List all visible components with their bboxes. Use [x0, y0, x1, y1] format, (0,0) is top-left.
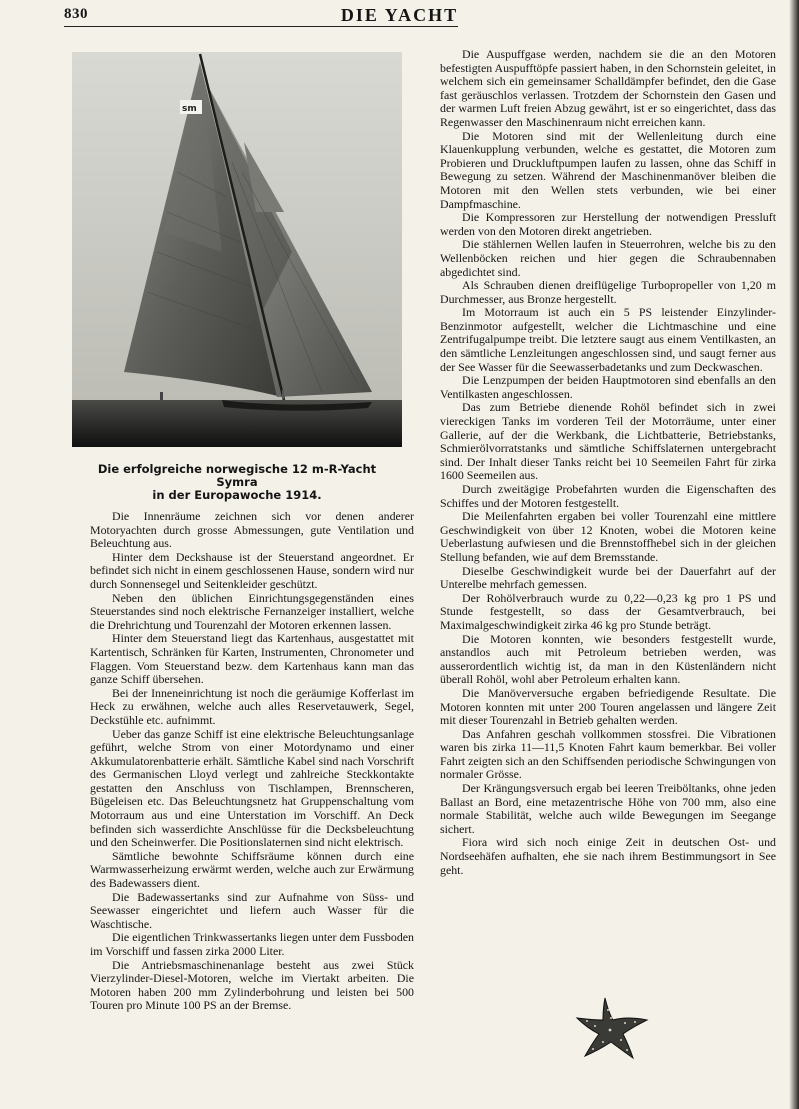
- caption-line-2: in der Europawoche 1914.: [152, 488, 322, 502]
- paragraph: Hinter dem Steuerstand liegt das Kartenhaus, ausgestattet mit Kartentisch, Schränken für Karten, Instrumenten, Chronometer und Flaggen. Vom Steuerstand bezw. dem Kartenhaus kann man das ganze Schiff übersehen.: [90, 631, 414, 687]
- yacht-photo: [72, 52, 402, 447]
- paragraph: Die Manöverversuche ergaben befriedigende Resultate. Die Motoren konnten mit unter 200 Touren angelassen und längere Zeit mit dieser Tourenzahl in Betrieb gehalten werden.: [440, 685, 776, 728]
- running-title: DIE YACHT: [340, 5, 459, 25]
- paragraph: Die Meilenfahrten ergaben bei voller Tourenzahl eine mittlere Geschwindigkeit von über 12 Knoten, wobei die Motoren keine Ueberlastung aufwiesen und die Brennstoffhebel sich in der gleichen Stellung befanden, wie auf dem Bremsstande.: [440, 509, 776, 564]
- paragraph: Die Motoren sind mit der Wellenleitung durch eine Klauenkupplung verbunden, welche es gestattet, die Motoren zum Probieren und Druckluftpumpen laufen zu lassen, ohne das Schiff in Bewegung zu setzen. Während der Maschinenmanöver bleiben die Motoren mit den Wellen stets verbunden, wie bei einer Dampfmaschine.: [440, 128, 776, 211]
- paragraph: Neben den üblichen Einrichtungsgegenständen eines Steuerstandes sind noch elektrische Fernanzeiger installiert, welche die Drehrichtung und Tourenzahl der Motoren erkennen lassen.: [90, 590, 414, 632]
- paragraph: Hinter dem Deckshause ist der Steuerstand angeordnet. Er befindet sich nicht in einem geschlossenen Hause, sondern wird nur durch Sonnensegel und Seitenkleider geschützt.: [90, 549, 414, 591]
- left-text-column: [90, 510, 414, 1013]
- paragraph: Die eigentlichen Trinkwassertanks liegen unter dem Fussboden im Vorschiff und fassen zirka 2000 Liter.: [90, 930, 414, 958]
- paragraph: Die Auspuffgase werden, nachdem sie die an den Motoren befestigten Auspufftöpfe passiert haben, in den Schornstein geleitet, in welchem sich ein gemeinsamer Schalldämpfer befindet, den die Gase fast geräuschlos verlassen. Trotzdem der Schornstein den Gasen und der warmen Luft freien Abzug gewährt, ist er so eingerichtet, dass das Regenwasser den Maschinenraum nicht erreichen kann.: [440, 47, 776, 129]
- header-rule: [64, 26, 458, 27]
- page-edge-shadow: [789, 0, 799, 1109]
- paragraph: Der Rohölverbrauch wurde zu 0,22—0,23 kg pro 1 PS und Stunde festgestellt, so dass der Gesamtverbrauch, bei Maximalgeschwindigkeit zirka 46 kg pro Stunde beträgt.: [440, 590, 776, 632]
- paragraph: Die Motoren konnten, wie besonders festgestellt wurde, anstandlos auch mit Petroleum betrieben werden, was ausserordentlich wichtig ist, da man in den Küstenländern nicht überall Rohöl, wohl aber Petroleum erhalten kann.: [440, 631, 776, 687]
- paragraph: Die Antriebsmaschinenanlage besteht aus zwei Stück Vierzylinder-Diesel-Motoren, welche im Viertakt arbeiten. Die Motoren haben 200 mm Zylinderbohrung und leisten bei 500 Touren pro Minute 100 PS an der Bremse.: [90, 957, 414, 1013]
- paragraph: Im Motorraum ist auch ein 5 PS leistender Einzylinder-Benzinmotor aufgestellt, welcher die Lichtmaschine und eine Zentrifugalpumpe treibt. Die letztere saugt aus einem Ventilkasten, an den sämtliche Lenzleitungen angeschlossen sind, und saugt ferner aus der See Wasser für die Seewasserbadetanks und zum Deckwaschen.: [440, 305, 776, 374]
- paragraph: Die Lenzpumpen der beiden Hauptmotoren sind ebenfalls an den Ventilkasten angeschlossen.: [440, 373, 776, 401]
- paragraph: Der Krängungsversuch ergab bei leeren Treiböltanks, ohne jeden Ballast an Bord, eine metazentrische Höhe von 700 mm, also eine normale Stabilität, welche auch wilde Bewegungen im Seegange sichert.: [440, 781, 776, 836]
- paragraph: Bei der Inneneinrichtung ist noch die geräumige Kofferlast im Heck zu erwähnen, welche auch alles Reservetauwerk, Segel, Deckstühle etc. aufnimmt.: [90, 685, 414, 727]
- paragraph: Die Kompressoren zur Herstellung der notwendigen Pressluft werden von den Motoren direkt angetrieben.: [440, 210, 776, 238]
- starfish-ornament-icon: [575, 994, 649, 1060]
- paragraph: Als Schrauben dienen dreiflügelige Turbopropeller von 1,20 m Durchmesser, aus Bronze hergestellt.: [440, 278, 776, 306]
- paragraph: Das zum Betriebe dienende Rohöl befindet sich in zwei viereckigen Tanks im vorderen Teil der Motorräume, unter einer Gallerie, auf der die Werkbank, die Lichtbatterie, Betriebstanks, Schmierölvorratstanks und sämtliche Schiffslaternen untergebracht sind. Der Inhalt dieser Tanks reicht bei 10 Seemeilen Fahrt für zirka 1600 Seemeilen aus.: [440, 400, 776, 483]
- paragraph: Die stählernen Wellen laufen in Steuerrohren, welche bis zu den Wellenböcken reichen und hier gegen die Schraubennaben abgedichtet sind.: [440, 237, 776, 279]
- paragraph: Die Innenräume zeichnen sich vor denen anderer Motoryachten durch grosse Abmessungen, gute Ventilation und Beleuchtung aus.: [90, 509, 414, 551]
- paragraph: Fiora wird sich noch einige Zeit in deutschen Ost- und Nordseehäfen aufhalten, ehe sie nach ihrem Bestimmungsort in See geht.: [440, 835, 776, 877]
- paragraph: Die Badewassertanks sind zur Aufnahme von Süss- und Seewasser eingerichtet und liefern auch Wasser für die Waschtische.: [90, 889, 414, 931]
- yacht-illustration: [72, 52, 402, 447]
- figure-caption: [92, 463, 382, 502]
- paragraph: Sämtliche bewohnte Schiffsräume können durch eine Warmwasserheizung erwärmt werden, welche auch zur Erwärmung des Badewassers dient.: [90, 848, 414, 891]
- page-number: 830: [64, 6, 88, 22]
- caption-line-1: Die erfolgreiche norwegische 12 m-R-Yacht Symra: [97, 462, 377, 489]
- paragraph: Ueber das ganze Schiff ist eine elektrische Beleuchtungsanlage geführt, welche Strom von einer Motordynamo und einer Akkumulatorenbatterie erhält. Sämtliche Kabel sind nach Vorschrift des Germanischen Lloyd verlegt und zahlreiche Steckkontakte gestatten den Anschluss von Tischlampen, Brennscheren, Bügeleisen etc. Das Beleuchtungsnetz hat Gruppenschaltung vom Motorraum aus und eine Unterstation im Vorschiff. An Deck befinden sich wasserdichte Anschlüsse für die Decksbeleuchtung und den Scheinwerfer. Die Positionslaternen sind nicht elektrisch.: [90, 726, 414, 850]
- svg-text:sm: sm: [182, 104, 197, 114]
- right-text-column: [440, 48, 776, 877]
- paragraph: Dieselbe Geschwindigkeit wurde bei der Dauerfahrt auf der Unterelbe mehrfach gemessen.: [440, 563, 776, 592]
- paragraph: Durch zweitägige Probefahrten wurden die Eigenschaften des Schiffes und der Motoren festgestellt.: [440, 482, 776, 510]
- paragraph: Das Anfahren geschah vollkommen stossfrei. Die Vibrationen waren bis zirka 11—11,5 Knoten Fahrt kaum bemerkbar. Bei voller Fahrt zeigten sich an den Schiffsenden periodische Schwingungen von normaler Grösse.: [440, 726, 776, 782]
